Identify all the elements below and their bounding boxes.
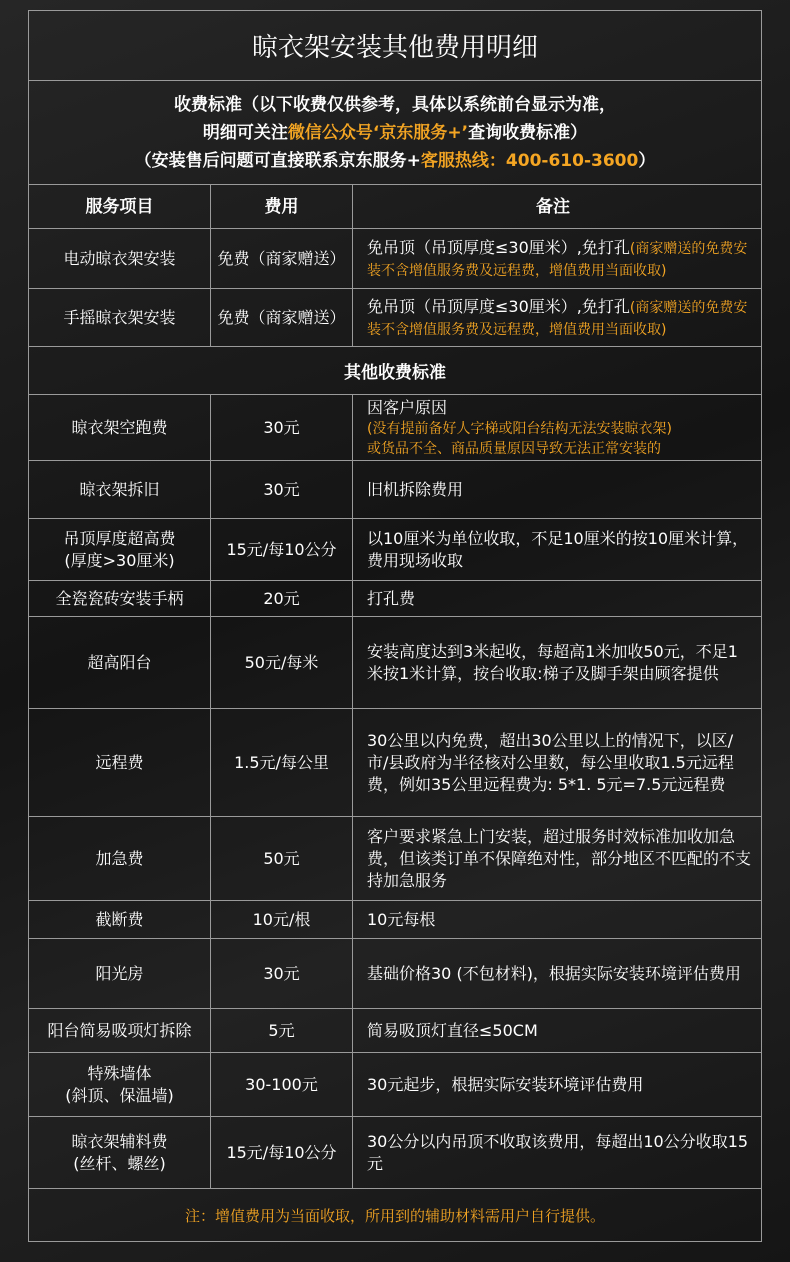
- row-note: 以10厘米为单位收取，不足10厘米的按10厘米计算，费用现场收取: [367, 528, 749, 570]
- row-fee: 50元/每米: [211, 617, 353, 708]
- table-row: [29, 709, 761, 817]
- page-title: [29, 11, 761, 81]
- hotline: 客服热线：400-610-3600: [420, 150, 639, 171]
- table-row: [29, 1117, 761, 1189]
- row-note: 简易吸顶灯直径≤50CM: [367, 1020, 538, 1040]
- row-note: [353, 395, 761, 460]
- row-item-sub: (厚度>30厘米): [64, 550, 175, 570]
- header-item: 服务项目: [29, 185, 211, 228]
- header-fee: 费用: [211, 185, 353, 228]
- row-note: 10元每根: [367, 909, 436, 929]
- intro-block: [29, 81, 761, 185]
- intro-line-2: [203, 119, 587, 147]
- row-note: 30公里以内免费，超出30公里以上的情况下，以区/市/县政府为半径核对公里数，每公里收取1.5元远程费，例如35公里远程费为: 5*1. 5元=7.5元远程费: [367, 730, 734, 794]
- table-row: [29, 229, 761, 289]
- table-row: [29, 519, 761, 581]
- note-orange: (商家赠送的免费安装不含增值服务费及远程费，增值费用当面收取): [367, 240, 748, 279]
- table-row: [29, 1009, 761, 1053]
- row-fee: 5元: [211, 1009, 353, 1052]
- row-fee: 30元: [211, 461, 353, 518]
- row-item: 电动晾衣架安装: [29, 229, 211, 288]
- row-item: [29, 519, 211, 580]
- note-white: 因客户原因: [367, 397, 448, 417]
- row-item: 超高阳台: [29, 617, 211, 708]
- fee-table: [28, 10, 762, 1242]
- row-fee: 30-100元: [211, 1053, 353, 1116]
- row-item: [29, 1053, 211, 1116]
- row-note: 基础价格30 (不包材料)，根据实际安装环境评估费用: [367, 963, 741, 983]
- row-item: 阳光房: [29, 939, 211, 1008]
- row-note: [353, 229, 761, 288]
- table-row: [29, 617, 761, 709]
- intro-line-2-c: 查询收费标准）: [468, 122, 588, 143]
- table-row: [29, 901, 761, 939]
- row-item: 晾衣架空跑费: [29, 395, 211, 460]
- row-item: [29, 1117, 211, 1188]
- row-fee: 1.5元/每公里: [211, 709, 353, 816]
- row-item: 阳台简易吸项灯拆除: [29, 1009, 211, 1052]
- table-header: [29, 185, 761, 229]
- intro-line-3-c: ）: [638, 150, 656, 171]
- row-fee: 免费（商家赠送）: [211, 229, 353, 288]
- row-fee: 15元/每10公分: [211, 1117, 353, 1188]
- table-row: [29, 461, 761, 519]
- table-row: [29, 817, 761, 901]
- table-row: [29, 395, 761, 461]
- note-white: 免吊顶（吊顶厚度≤30厘米）,免打孔: [367, 237, 630, 257]
- row-item: 全瓷瓷砖安装手柄: [29, 581, 211, 616]
- row-note: 旧机拆除费用: [367, 479, 464, 499]
- row-item: 手摇晾衣架安装: [29, 289, 211, 346]
- row-fee: 50元: [211, 817, 353, 900]
- header-note: 备注: [536, 196, 570, 217]
- section-title-text: 其他收费标准: [344, 363, 446, 383]
- intro-line-1: 收费标准（以下收费仅供参考，具体以系统前台显示为准，: [174, 94, 616, 115]
- row-item-sub: (丝杆、螺丝): [73, 1153, 166, 1173]
- row-item: 截断费: [29, 901, 211, 938]
- row-fee: 15元/每10公分: [211, 519, 353, 580]
- note-orange: (商家赠送的免费安装不含增值服务费及远程费，增值费用当面收取): [367, 299, 748, 338]
- table-row: [29, 581, 761, 617]
- row-fee: 免费（商家赠送）: [211, 289, 353, 346]
- table-row: [29, 1053, 761, 1117]
- row-fee: 10元/根: [211, 901, 353, 938]
- row-note: 30公分以内吊顶不收取该费用，每超出10公分收取15元: [367, 1131, 749, 1173]
- section-title: [29, 347, 761, 395]
- note-orange: (没有提前备好人字梯或阳台结构无法安装晾衣架): [367, 420, 672, 437]
- row-item-main: 吊顶厚度超高费: [63, 528, 176, 548]
- table-row: [29, 939, 761, 1009]
- row-item-main: 晾衣架辅料费: [71, 1131, 168, 1151]
- row-note: [353, 289, 761, 346]
- row-item: 晾衣架拆旧: [29, 461, 211, 518]
- row-fee: 30元: [211, 939, 353, 1008]
- note-orange: 或货品不全、商品质量原因导致无法正常安装的: [367, 440, 661, 457]
- row-item-main: 特殊墙体: [87, 1063, 152, 1083]
- row-note: 30元起步，根据实际安装环境评估费用: [367, 1074, 644, 1094]
- wechat-account-link: 微信公众号‘京东服务+’: [287, 122, 469, 143]
- title-text: 晾衣架安装其他费用明细: [251, 33, 538, 63]
- note-white: 免吊顶（吊顶厚度≤30厘米）,免打孔: [367, 296, 630, 316]
- footer-text: 注：增值费用为当面收取，所用到的辅助材料需用户自行提供。: [184, 1206, 605, 1225]
- row-fee: 20元: [211, 581, 353, 616]
- intro-line-3-a: （安装售后问题可直接联系京东服务+: [134, 150, 421, 171]
- intro-line-2-a: 明细可关注: [202, 122, 288, 143]
- row-item: 远程费: [29, 709, 211, 816]
- table-row: [29, 289, 761, 347]
- row-fee: 30元: [211, 395, 353, 460]
- row-note: 打孔费: [367, 588, 416, 608]
- footer-note: [29, 1189, 761, 1241]
- intro-line-3: [135, 147, 656, 175]
- row-note: 客户要求紧急上门安装，超过服务时效标准加收加急费，但该类订单不保障绝对性，部分地区不匹配的不支持加急服务: [367, 826, 752, 890]
- row-item: 加急费: [29, 817, 211, 900]
- row-note: 安装高度达到3米起收，每超高1米加收50元，不足1米按1米计算，按台收取:梯子及脚手架由顾客提供: [367, 641, 738, 683]
- row-item-sub: (斜顶、保温墙): [65, 1085, 174, 1105]
